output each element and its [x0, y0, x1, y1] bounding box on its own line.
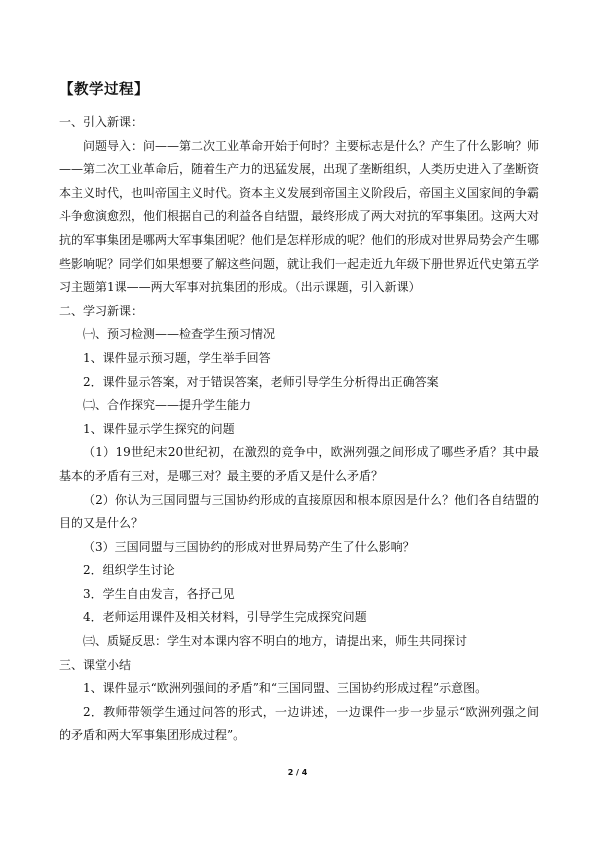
question-3: （3）三国同盟与三国协约的形成对世界局势产生了什么影响？: [83, 539, 415, 554]
page-number: 2 / 4: [287, 768, 308, 777]
list-item: 2．课件显示答案，对于错误答案，老师引导学生分析得出正确答案: [83, 374, 439, 389]
list-item: 1、课件显示预习题，学生举手回答: [83, 350, 271, 365]
heading-introduction: 一、引入新课：: [59, 115, 144, 129]
heading-summary: 三、课堂小结: [59, 657, 132, 672]
paragraph-introduction: 问题导入：问——第二次工业革命开始于何时？主要标志是什么？产生了什么影响？师——第二次工业革命后，随着生产力的迅猛发展，出现了垄断组织，人类历史进入了垄断资本主义时代，也叫帝国主义时代。资本主义发展到帝国主义阶段后，帝国主义国家间的争霸斗争愈演愈烈，他们根据自己的利益各自结盟，最终形成了两大对抗的军事集团。这两大对抗的军事集团是哪两大军事集团呢？他们是怎样形成的呢？他们的形成对世界局势会产生哪些影响呢？同学们如果想要了解这些问题，就让我们一起走近九年级下册世界近代史第五学习主题第1课——两大军事对抗集团的形成。（出示课题，引入新课）: [59, 138, 540, 295]
heading-new-lesson: 二、学习新课：: [59, 303, 144, 318]
list-item: 1、课件显示学生探究的问题: [83, 421, 235, 436]
question-2: （2）你认为三国同盟与三国协约形成的直接原因和根本原因是什么？他们各自结盟的目的又是什么？: [59, 492, 539, 531]
list-item: 2．组织学生讨论: [83, 563, 175, 578]
list-item: 3．学生自由发言，各抒己见: [83, 586, 235, 601]
question-1: （1）19世纪末20世纪初，在激烈的竞争中，欧洲列强之间形成了哪些矛盾？其中最基本的矛盾有三对，是哪三对？最主要的矛盾又是什么矛盾？: [59, 445, 539, 483]
summary-item-1: 1、课件显示“欧洲列强间的矛盾”和“三国同盟、三国协约形成过程”示意图。: [83, 681, 488, 696]
list-item: ㈠、预习检测——检查学生预习情况: [83, 327, 276, 342]
list-item: 4．老师运用课件及相关材料，引导学生完成探究问题: [83, 610, 367, 625]
list-item: ㈢、质疑反思：学生对本课内容不明白的地方，请提出来，师生共同探讨: [83, 634, 468, 649]
section-title: 【教学过程】: [59, 82, 149, 98]
document-body: [59, 111, 539, 748]
list-item: ㈡、合作探究——提升学生能力: [83, 398, 252, 413]
summary-item-2: 2．教师带领学生通过问答的形式，一边讲述，一边课件一步一步显示“欧洲列强之间的矛盾和两大军事集团形成过程”。: [59, 704, 539, 743]
